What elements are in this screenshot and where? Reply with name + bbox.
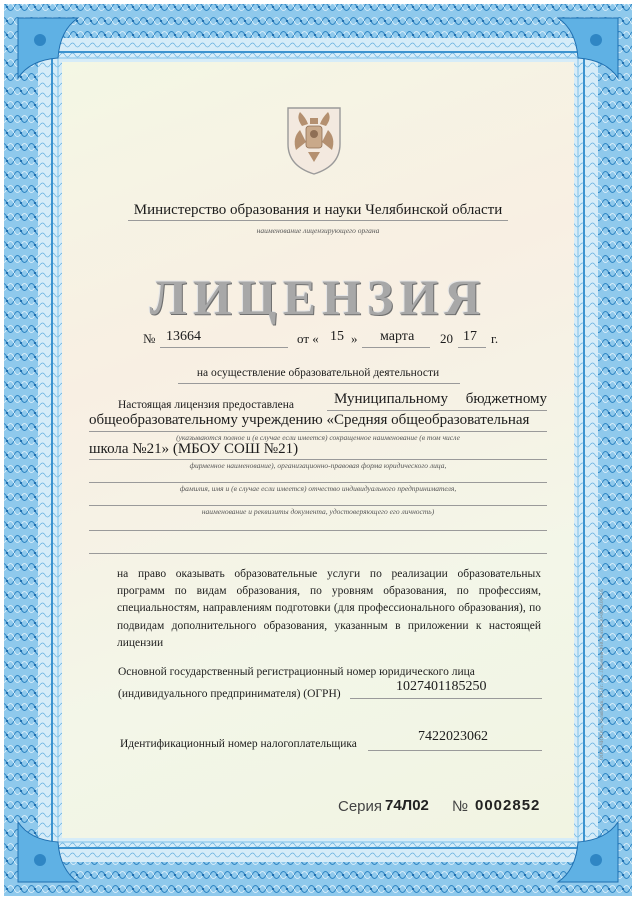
license-purpose: на осуществление образовательной деятельности — [196, 367, 440, 379]
ministry-caption: наименование лицензирующего органа — [256, 226, 380, 235]
ogrn-value: 1027401185250 — [396, 679, 487, 694]
date-year-suffix: г. — [491, 331, 499, 346]
date-year-prefix: 20 — [440, 331, 453, 346]
blank-number-value: 0002852 — [475, 797, 541, 814]
ogrn-label-2: (индивидуального предпринимателя) (ОГРН) — [118, 688, 341, 700]
caption-line-2: фирменное наименование), организационно-правовая форма юридического лица, — [189, 461, 447, 470]
inn-value: 7422023062 — [418, 729, 488, 744]
series-value: 74Л02 — [385, 797, 429, 814]
date-day-close: » — [351, 331, 358, 346]
coat-of-arms-emblem — [282, 104, 346, 176]
caption-line-3: фамилия, имя и (в случае если имеется) отчество индивидуального предпринимателя, — [179, 484, 457, 493]
caption-line-1: (указываются полное и (в случае если имеется) сокращенное наименование (в том числе — [176, 433, 460, 442]
caption-line-4: наименование и реквизиты документа, удостоверяющего его личность) — [201, 507, 435, 516]
licensee-line-2: общеобразовательному учреждению «Средняя общеобразовательная — [89, 412, 530, 428]
blank-number-label: № — [452, 798, 469, 815]
ministry-name: Министерство образования и науки Челябинской области — [133, 202, 503, 218]
date-day: 15 — [330, 329, 344, 344]
ogrn-label-1: Основной государственный регистрационный номер юридического лица — [118, 666, 475, 678]
printer-info-text: ООО «ЧИКОС», Челябинск, 2013 г. «Б». Лицензия ФНС России 20-06.08.06-105 — [600, 588, 605, 760]
licensee-line-3: школа №21» (МБОУ СОШ №21) — [89, 441, 299, 457]
date-year: 17 — [463, 329, 477, 344]
date-month: марта — [380, 329, 415, 344]
licensee-line-1: Муниципальному бюджетному — [334, 391, 548, 407]
page-title: ЛИЦЕНЗИЯ — [149, 269, 487, 325]
date-from-label: от « — [297, 331, 319, 346]
number-label: № — [143, 331, 156, 346]
series-label: Серия — [338, 798, 383, 815]
rights-text: на право оказывать образовательные услуги по реализации образовательных программ по видам образования, по уровням образования, по профессиям, специальностям, направлениям подготовки (для профессионального образования), по подвидам дополнительного образования, указанным в приложении к настоящей лицензии — [117, 568, 541, 649]
inn-label: Идентификационный номер налогоплательщика — [120, 738, 357, 750]
license-number: 13664 — [166, 329, 201, 344]
granted-label: Настоящая лицензия предоставлена — [118, 399, 294, 411]
